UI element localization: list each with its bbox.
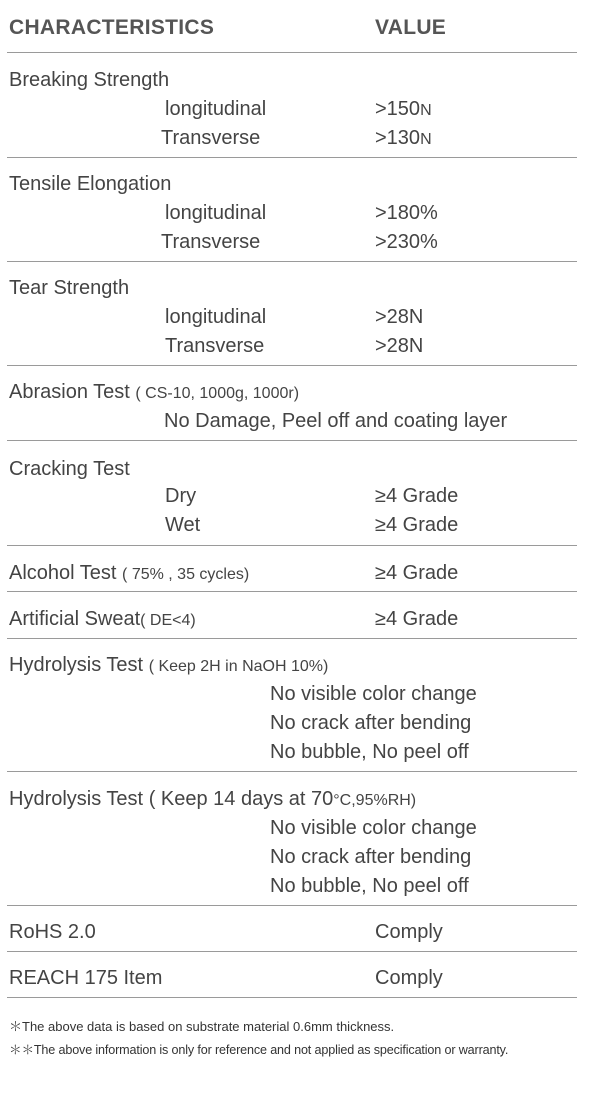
tear-longitudinal-value: >28N xyxy=(375,306,424,328)
hydrolysis-2-value-color: No visible color change xyxy=(270,817,477,839)
rohs-value: Comply xyxy=(375,921,443,943)
alcohol-test-note: ( 75% , 35 cycles) xyxy=(122,566,250,583)
tensile-elongation-title: Tensile Elongation xyxy=(9,173,172,195)
breaking-longitudinal-value: >150N xyxy=(375,98,432,120)
breaking-strength-title: Breaking Strength xyxy=(9,69,170,91)
divider xyxy=(7,52,577,53)
artificial-sweat-note: ( DE<4) xyxy=(140,612,196,629)
divider xyxy=(7,638,577,639)
divider xyxy=(7,440,577,441)
divider xyxy=(7,905,577,906)
hydrolysis-test-1-title: Hydrolysis Test ( Keep 2H in NaOH 10%) xyxy=(9,654,329,676)
reach-value: Comply xyxy=(375,967,443,989)
artificial-sweat-title: Artificial Sweat( DE<4) xyxy=(9,608,196,630)
hydrolysis-2-value-crack: No crack after bending xyxy=(270,846,472,868)
divider xyxy=(7,157,577,158)
divider xyxy=(7,997,577,998)
header-characteristics: CHARACTERISTICS xyxy=(9,16,215,39)
tensile-longitudinal-label: longitudinal xyxy=(165,202,267,224)
tensile-transverse-value: >230% xyxy=(375,231,438,253)
footnote-1: ＊The above data is based on substrate material 0.6mm thickness. xyxy=(9,1019,395,1034)
hydrolysis-1-value-bubble: No bubble, No peel off xyxy=(270,741,469,763)
cracking-test-title: Cracking Test xyxy=(9,458,130,480)
abrasion-test-note: ( CS-10, 1000g, 1000r) xyxy=(135,385,300,402)
breaking-longitudinal-label: longitudinal xyxy=(165,98,267,120)
cracking-wet-value: ≥4 Grade xyxy=(375,514,459,536)
footnote-2: ＊＊The above information is only for reference and not applied as specification or warranty. xyxy=(9,1043,509,1057)
rohs-title: RoHS 2.0 xyxy=(9,921,96,943)
alcohol-test-value: ≥4 Grade xyxy=(375,562,459,584)
divider xyxy=(7,951,577,952)
alcohol-test-title: Alcohol Test ( 75% , 35 cycles) xyxy=(9,562,250,584)
cracking-dry-label: Dry xyxy=(165,485,197,507)
divider xyxy=(7,591,577,592)
abrasion-test-title: Abrasion Test ( CS-10, 1000g, 1000r) xyxy=(9,381,300,403)
divider xyxy=(7,545,577,546)
breaking-transverse-value: >130N xyxy=(375,127,432,149)
artificial-sweat-value: ≥4 Grade xyxy=(375,608,459,630)
tensile-longitudinal-value: >180% xyxy=(375,202,438,224)
hydrolysis-test-1-note: ( Keep 2H in NaOH 10%) xyxy=(148,658,329,675)
cracking-wet-label: Wet xyxy=(165,514,201,536)
abrasion-test-value: No Damage, Peel off and coating layer xyxy=(164,410,508,432)
tear-strength-title: Tear Strength xyxy=(9,277,130,299)
divider xyxy=(7,261,577,262)
divider xyxy=(7,365,577,366)
reach-title: REACH 175 Item xyxy=(9,967,163,989)
hydrolysis-1-value-color: No visible color change xyxy=(270,683,477,705)
tensile-transverse-label: Transverse xyxy=(161,231,261,253)
breaking-transverse-label: Transverse xyxy=(161,127,261,149)
cracking-dry-value: ≥4 Grade xyxy=(375,485,459,507)
hydrolysis-2-value-bubble: No bubble, No peel off xyxy=(270,875,469,897)
header-value: VALUE xyxy=(375,16,447,39)
hydrolysis-test-2-note: ( Keep 14 days at 70°C,95%RH) xyxy=(148,788,417,810)
tear-transverse-value: >28N xyxy=(375,335,424,357)
tear-longitudinal-label: longitudinal xyxy=(165,306,267,328)
tear-transverse-label: Transverse xyxy=(165,335,265,357)
hydrolysis-1-value-crack: No crack after bending xyxy=(270,712,472,734)
divider xyxy=(7,771,577,772)
hydrolysis-test-2-title: Hydrolysis Test ( Keep 14 days at 70°C,95%RH) xyxy=(9,788,417,810)
